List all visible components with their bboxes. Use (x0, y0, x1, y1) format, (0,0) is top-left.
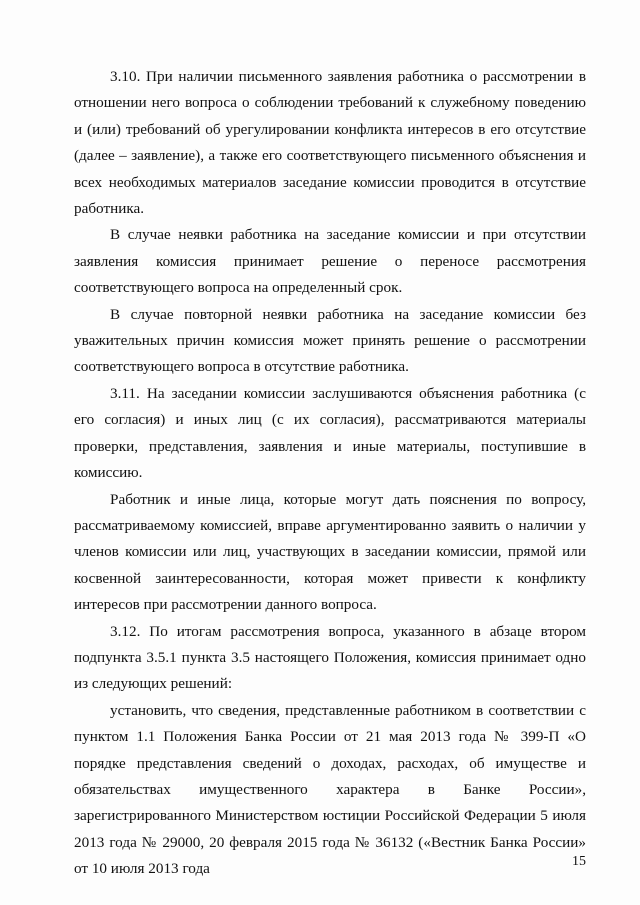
paragraph-non-appearance: В случае неявки работника на заседание комиссии и при отсутствии заявления комиссия принимает решение о переносе рассмотрения соответствующего вопроса на определенный срок. (74, 226, 586, 297)
paragraph-3-10: 3.10. При наличии письменного заявления работника о рассмотрении в отношении него вопроса о соблюдении требований к служебному поведению и (или) требований об урегулировании конфликта интересов в его отсутствие (далее – заявление), а также его соответствующего письменного объяснения и всех необходимых материалов заседание комиссии проводится в отсутствие работника. (74, 68, 586, 218)
page-number: 15 (572, 854, 586, 869)
paragraph-decision-option-1: установить, что сведения, представленные работником в соответствии с пунктом 1.1 Положения Банка России от 21 мая 2013 года № 399-П «О порядке представления сведений о доходах, расходах, об имуществе и обязательствах имущественного характера в Банке России», зарегистрированного Министерством юстиции Российской Федерации 5 июля 2013 года № 29000, 20 февраля 2015 года № 36132 («Вестник Банка России» от 10 июля 2013 года (74, 701, 586, 878)
paragraph-conflict-of-interest: Работник и иные лица, которые могут дать пояснения по вопросу, рассматриваемому комиссией, вправе аргументированно заявить о наличии у членов комиссии или лиц, участвующих в заседании комиссии, прямой или косвенной заинтересованности, которая может привести к конфликту интересов при рассмотрении данного вопроса. (74, 490, 586, 614)
paragraph-3-11: 3.11. На заседании комиссии заслушиваются объяснения работника (с его согласия) и иных лиц (с их согласия), рассматриваются материалы проверки, представления, заявления и иные материалы, поступившие в комиссию. (74, 384, 586, 482)
document-body (74, 64, 586, 883)
paragraph-repeated-non-appearance: В случае повторной неявки работника на заседание комиссии без уважительных причин комиссия может принять решение о рассмотрении соответствующего вопроса в отсутствие работника. (74, 305, 586, 376)
paragraph-3-12: 3.12. По итогам рассмотрения вопроса, указанного в абзаце втором подпункта 3.5.1 пункта 3.5 настоящего Положения, комиссия принимает одно из следующих решений: (74, 622, 586, 693)
